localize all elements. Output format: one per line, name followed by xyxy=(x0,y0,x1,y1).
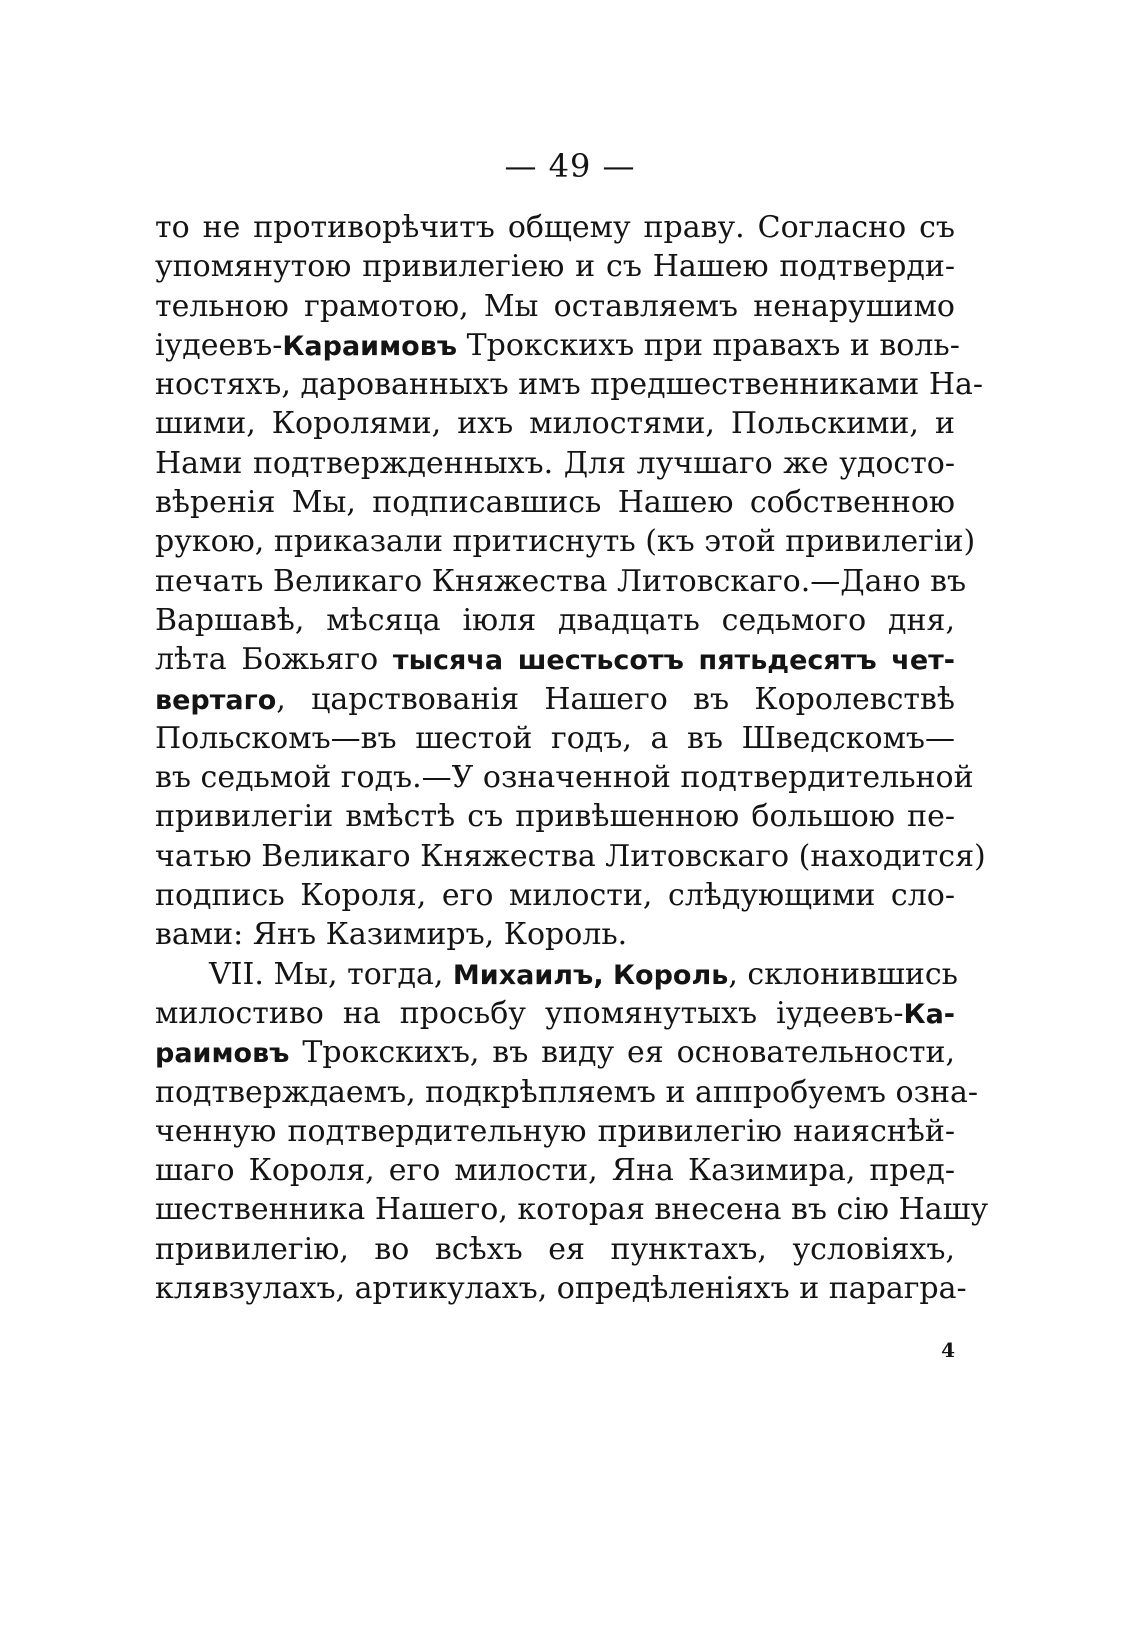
text-line: клявзулахъ, артикулахъ, опредѣленіяхъ и парагра- xyxy=(155,1271,967,1307)
text-line: упомянутою привилегіею и съ Нашею подтверди- xyxy=(155,249,955,285)
bold-name: раимовъ xyxy=(155,1038,290,1070)
text-line: раимовъ Трокскихъ, въ виду ея основательности, xyxy=(155,1035,955,1071)
text-line: Варшавѣ, мѣсяца іюля двадцать седьмого дня, xyxy=(155,602,955,638)
text-line: вами: Янъ Казимиръ, Король. xyxy=(155,917,628,953)
text-line: вертаго, царствованія Нашего въ Королевствѣ xyxy=(155,681,955,717)
text-line: привилегіи вмѣстѣ съ привѣшенною большою пе- xyxy=(155,799,955,835)
text-line: тельною грамотою, Мы оставляемъ ненарушимо xyxy=(155,288,955,324)
text-line: Нами подтвержденныхъ. Для лучшаго же удосто- xyxy=(155,445,955,481)
text-line: шественника Нашего, которая внесена въ сію Нашу xyxy=(155,1192,989,1228)
text-line: шими, Королями, ихъ милостями, Польскими, и xyxy=(155,406,955,442)
bold-name: Михаилъ, Король xyxy=(452,959,729,991)
text-line: вѣренія Мы, подписавшись Нашею собственною xyxy=(155,485,955,521)
bold-date: вертаго xyxy=(155,684,277,716)
text-line: милостиво на просьбу упомянутыхъ іудеевъ-Ка- xyxy=(155,995,955,1031)
bold-date: тысяча шестьсотъ пятьдесятъ чет- xyxy=(392,645,955,677)
text-line: въ седьмой годъ.—У означенной подтвердительной xyxy=(155,760,974,796)
text-line: рукою, приказали притиснуть (къ этой привилегіи) xyxy=(155,524,976,560)
signature-mark: 4 xyxy=(941,1338,955,1362)
text-line: ностяхъ, дарованныхъ имъ предшественниками На- xyxy=(155,367,984,403)
bold-name: Караимовъ xyxy=(282,330,458,362)
text-line: VII. Мы, тогда, Михаилъ, Король, склонившись xyxy=(209,956,958,992)
text-line: ченную подтвердительную привилегію наияснѣй- xyxy=(155,1113,955,1149)
bold-name: Ка- xyxy=(903,998,955,1030)
text-line: лѣта Божьяго тысяча шестьсотъ пятьдесятъ чет- xyxy=(155,642,955,678)
text-line: подпись Короля, его милости, слѣдующими сло- xyxy=(155,878,955,914)
page-number: — 49 — xyxy=(504,147,636,185)
text-line: печать Великаго Княжества Литовскаго.—Дано въ xyxy=(155,563,967,599)
text-line: то не противорѣчитъ общему праву. Согласно съ xyxy=(155,210,955,245)
text-line: подтверждаемъ, подкрѣпляемъ и аппробуемъ озна- xyxy=(155,1074,978,1110)
text-line: іудеевъ-Караимовъ Трокскихъ при правахъ и воль- xyxy=(155,327,960,363)
body-text xyxy=(155,208,989,1308)
text-line: шаго Короля, его милости, Яна Казимира, пред- xyxy=(155,1153,955,1189)
text-line: привилегію, во всѣхъ ея пунктахъ, условіяхъ, xyxy=(155,1231,955,1267)
text-line: Польскомъ—въ шестой годъ, а въ Шведскомъ— xyxy=(155,720,955,756)
text-line: чатью Великаго Княжества Литовскаго (находится) xyxy=(155,838,986,874)
